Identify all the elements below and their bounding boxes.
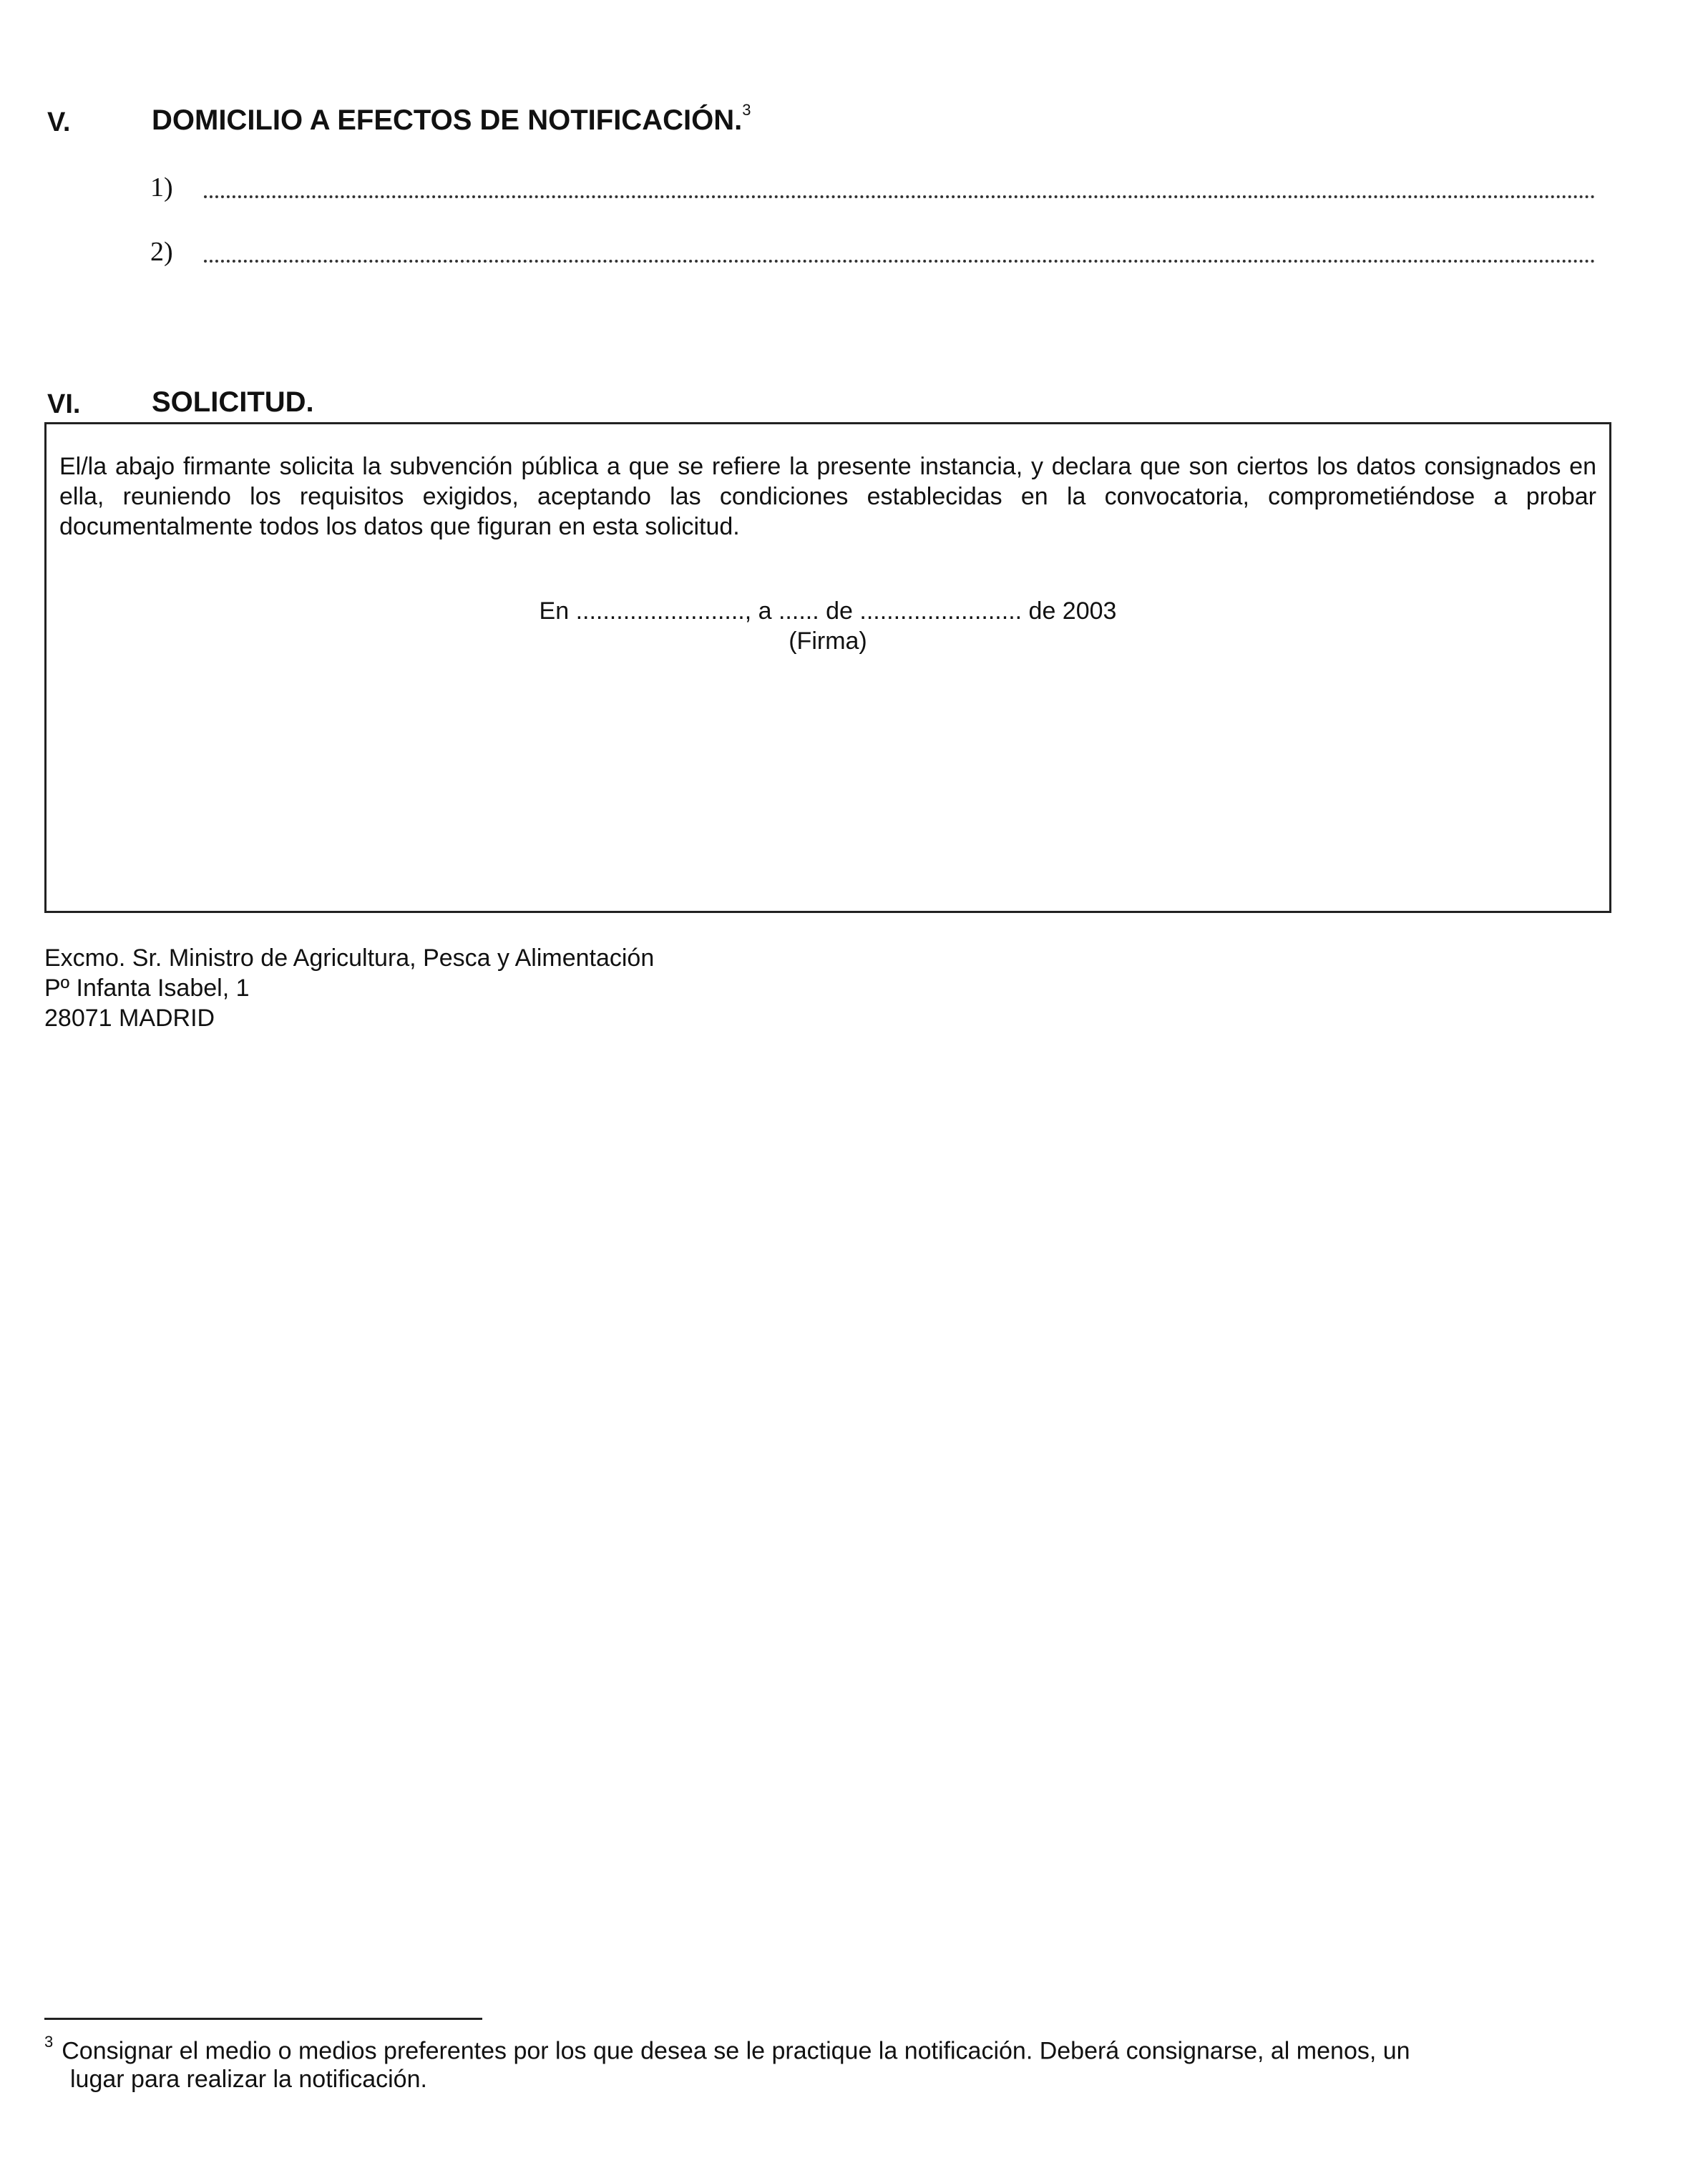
addressee-block [44,943,654,1033]
section-vi-number: VI. [47,389,81,419]
signature-label: (Firma) [789,628,867,655]
address-line-2-dots [204,260,1596,263]
address-line-1-label: 1) [150,172,173,202]
addressee-line-3: 28071 MADRID [44,1005,215,1032]
footnote-text-line-1: Consignar el medio o medios preferentes por los que desea se le practique la notificación. Deberá consignarse, al menos, un [62,2037,1410,2065]
address-line-1-dots [204,195,1596,198]
declaration-text: El/la abajo firmante solicita la subvención pública a que se refiere la presente instancia, y declara que son ciertos los datos consignados en ella, reuniendo los requisitos exigidos, aceptando las condiciones establecidas en la convocatoria, comprometiéndose a probar documentalmente todos los datos que figuran en esta solicitud. [59,453,1596,540]
addressee-line-1: Excmo. Sr. Ministro de Agricultura, Pesca y Alimentación [44,944,655,972]
footnote-rule [44,2018,482,2020]
place-date-line[interactable]: En ........................., a ...... de ........................ de 2003 [539,597,1117,625]
address-line-1[interactable] [150,172,1596,207]
section-vi-title: SOLICITUD. [152,386,314,418]
request-box [44,422,1611,913]
address-line-2[interactable] [150,236,1596,272]
addressee-line-2: Pº Infanta Isabel, 1 [44,975,250,1002]
footnote-mark: 3 [44,2033,54,2051]
section-v-title-text: DOMICILIO A EFECTOS DE NOTIFICACIÓN. [152,104,743,136]
address-line-2-label: 2) [150,237,173,267]
footnote-text-line-2: lugar para realizar la notificación. [70,2066,427,2094]
section-v-footnote-ref: 3 [742,100,751,119]
footnote [44,2031,1597,2094]
section-v-number: V. [47,107,71,137]
section-v-title [152,100,751,137]
